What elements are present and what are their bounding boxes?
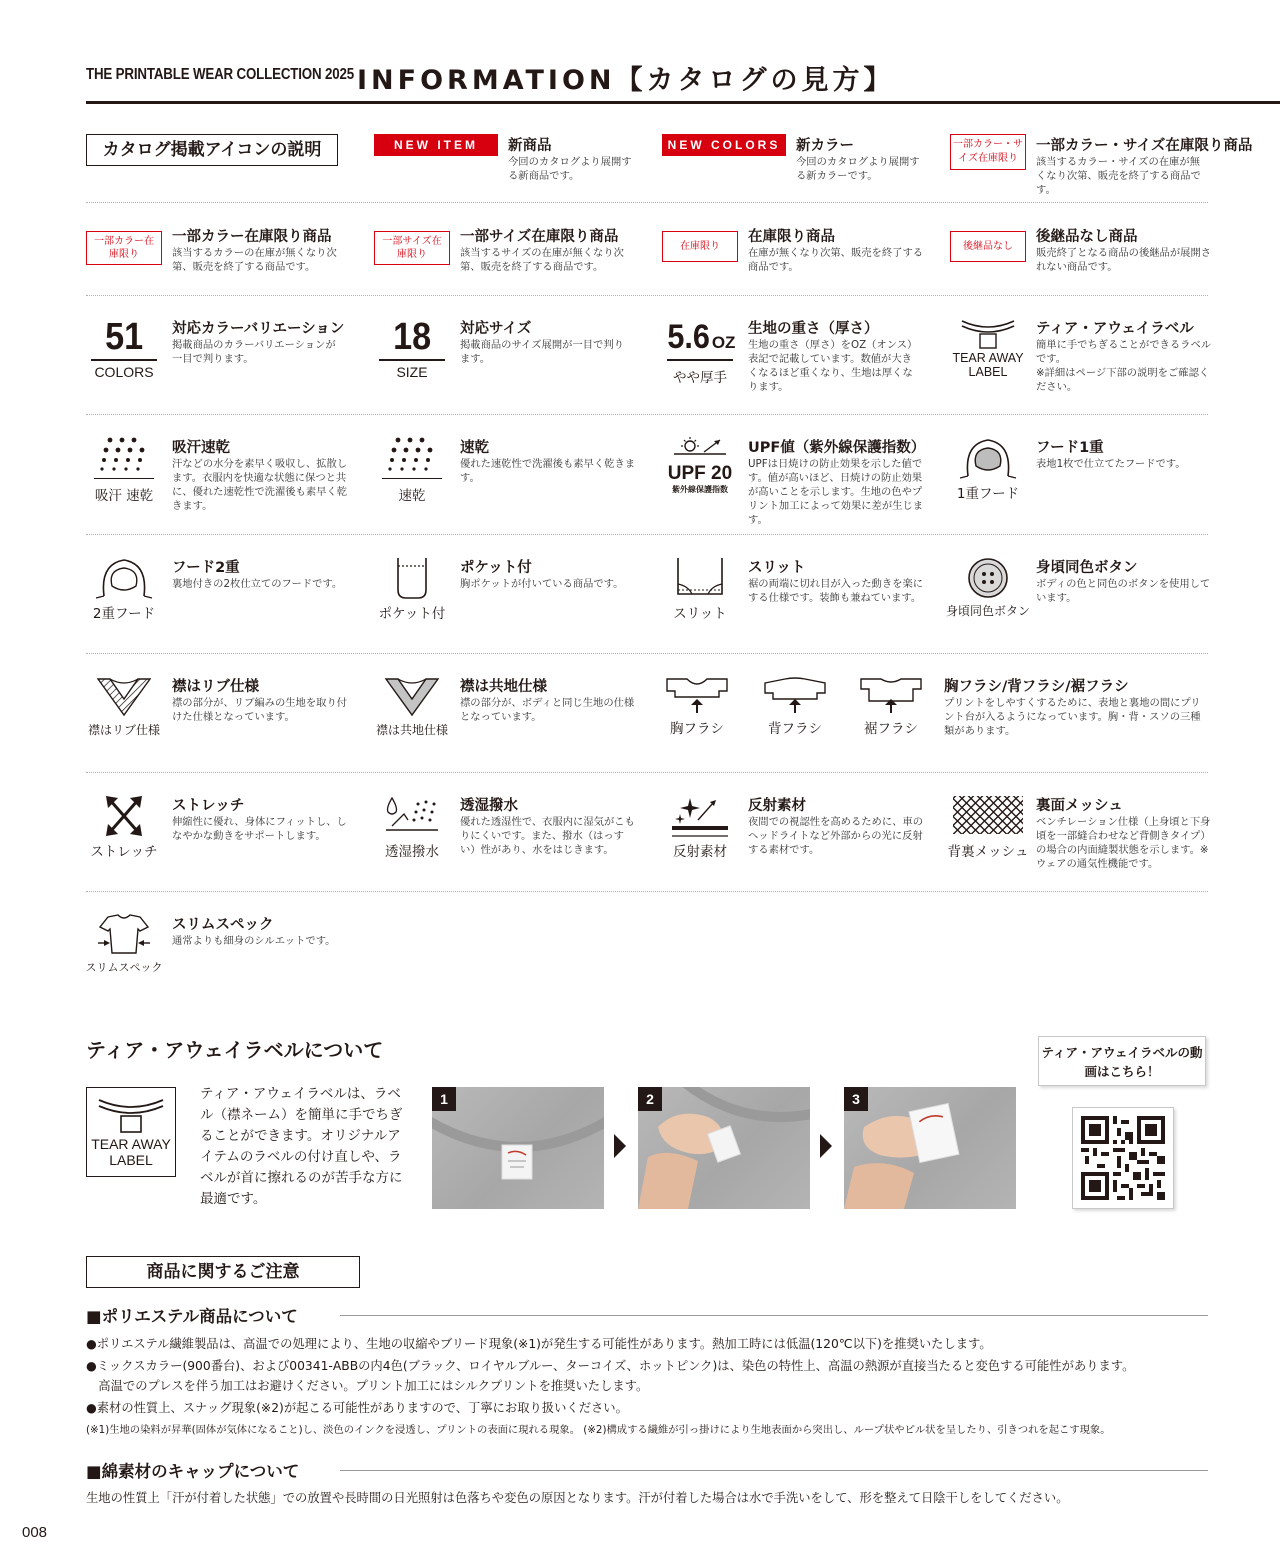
- icon-cell-mesh: [947, 794, 1238, 904]
- hood1-label: 1重フード: [956, 486, 1020, 502]
- cell-title: UPF値（紫外線保護指数）: [748, 440, 926, 456]
- cell-title: 反射素材: [748, 798, 806, 814]
- icon-cell-breathable: [374, 794, 662, 904]
- shirt-label-image: [432, 1087, 604, 1209]
- breathable-water-icon: [382, 794, 442, 838]
- limited-badge: 在庫限り: [662, 231, 738, 262]
- series-title: THE PRINTABLE WEAR COLLECTION 2025: [86, 66, 354, 83]
- colors-count: 51: [104, 316, 144, 358]
- partial-color-badge: 一部カラー在庫限り: [86, 231, 162, 265]
- pocket-icon: [382, 556, 442, 600]
- cell-title: 新商品: [508, 138, 552, 154]
- step-photo-2: [638, 1087, 810, 1209]
- separator: [86, 295, 1208, 296]
- step-photo-1: [432, 1087, 604, 1209]
- slit-icon: [670, 556, 730, 600]
- qr-video-bubble: ティア・アウェイラベルの動画はこちら！: [1038, 1036, 1206, 1086]
- partial-color-size-badge: 一部カラー・サイズ在庫限り: [950, 134, 1026, 170]
- tear-away-label-icon: [958, 317, 1018, 351]
- cell-desc: 胸ポケットが付いている商品です。: [460, 578, 624, 590]
- icons-caption: カタログ掲載アイコンの説明: [86, 134, 338, 166]
- poly-note: 高温でのプレスを伴う加工はお避けください。プリント加工にはシルクプリントを推奨いたします。: [86, 1379, 649, 1393]
- cell-title: スリット: [748, 560, 806, 576]
- cell-desc: 在庫が無くなり次第、販売を終了する商品です。: [748, 247, 924, 273]
- page-title: INFORMATION【カタログの見方】: [357, 65, 895, 96]
- header-rule: [86, 101, 1280, 104]
- icon-cell-print-flaps: [662, 675, 942, 785]
- pocket-label: ポケット付: [378, 606, 446, 622]
- number-rule: [379, 359, 445, 361]
- cell-title: 一部カラー在庫限り商品: [172, 229, 332, 245]
- icon-cell-same-collar: [374, 675, 662, 785]
- reflective-label: 反射素材: [673, 844, 727, 860]
- breathable-label: 透湿撥水: [385, 844, 439, 860]
- print-flap-label: 裾フラシ: [864, 721, 918, 737]
- cell-desc: プリントをしやすくするために、表地と裏地の間にプリント台が入るようになっています。胸・背・スソの三種類があります。: [944, 697, 1201, 737]
- icon-cell-quick-dry: [374, 436, 662, 546]
- hood-icon: [94, 556, 154, 600]
- cell-desc: 伸縮性に優れ、身体にフィットし、しなやかな動きをサポートします。: [172, 816, 347, 842]
- icon-rule: [382, 478, 442, 479]
- cell-desc: 優れた透湿性で、衣服内に湿気がこもりにくいです。また、撥水（はっすい）性があり、水をはじきます。: [460, 816, 635, 856]
- poly-footnote: (※1)生地の染料が昇華(固体が気体になること)し、淡色のインクを浸透し、プリントの表面に現れる現象。 (※2)構成する繊維が引っ掛けにより生地表面から突出し、ループ状やピル状を呈したり、引きつれを起こす現象。: [86, 1424, 1111, 1436]
- cell-desc: 優れた速乾性で洗濯後も素早く乾きます。: [460, 458, 636, 484]
- cell-desc: 夜間での視認性を高めるために、車のヘッドライトなど外部からの光に反射する素材です。: [748, 816, 924, 856]
- stretch-arrows-icon: [94, 794, 154, 838]
- hem-flap-icon: [859, 675, 923, 715]
- cell-title: ティア・アウェイラベル: [1036, 321, 1194, 337]
- poly-note: ●素材の性質上、スナッグ現象(※2)が起こる可能性がありますので、丁寧にお取り扱いください。: [86, 1401, 628, 1415]
- cotton-heading: ■綿素材のキャップについて: [86, 1458, 313, 1482]
- water-drops-icon: [96, 436, 152, 476]
- tear-away-section-title: ティア・アウェイラベルについて: [86, 1038, 384, 1062]
- cell-desc: 汗などの水分を素早く吸収し、拡散します。衣服内を快適な状態に保つと共に、優れた速乾性で洗濯後も素早く乾きます。: [172, 458, 348, 512]
- cell-desc: 販売終了となる商品の後継品が展開されない商品です。: [1036, 247, 1212, 273]
- same-collar-label: 襟は共地仕様: [375, 723, 448, 737]
- rib-collar-icon: [94, 675, 154, 719]
- button-icon: [958, 556, 1018, 600]
- cotton-note: 生地の性質上「汗が付着した状態」での放置や長時間の日光照射は色落ちや変色の原因となります。汗が付着した場合は水で手洗いをして、形を整えて日陰干しをしてください。: [86, 1491, 1069, 1505]
- sizes-count: 18: [392, 316, 432, 358]
- chest-flap-icon: [665, 675, 729, 715]
- cell-title: 裏面メッシュ: [1036, 798, 1123, 814]
- cell-desc: 今回のカタログより展開する新商品です。: [508, 156, 632, 182]
- cell-title: スリムスペック: [172, 917, 274, 933]
- slim-label: スリムスペック: [85, 961, 163, 974]
- cell-title: 速乾: [460, 440, 489, 456]
- poly-heading: ■ポリエステル商品について: [86, 1303, 312, 1327]
- weight-label: やや厚手: [673, 370, 727, 386]
- cell-title: 後継品なし商品: [1036, 229, 1138, 245]
- hood-icon: [958, 436, 1018, 480]
- step-number: 1: [432, 1087, 456, 1111]
- upf-value: UPF 20: [667, 463, 733, 484]
- cell-desc: 裏地付きの2枚仕立てのフードです。: [172, 578, 343, 590]
- separator: [86, 772, 1208, 773]
- step-arrow: [820, 1134, 832, 1158]
- cell-title: 透湿撥水: [460, 798, 518, 814]
- reflective-sparkle-icon: [670, 794, 730, 838]
- cell-desc: UPFは日焼けの防止効果を示した値です。値が高いほど、日焼けの防止効果が高いことを示します。生地の色やプリント加工によって効果に差が生じます。: [748, 458, 924, 526]
- icon-cell-button: [946, 556, 1238, 666]
- separator: [86, 891, 1208, 892]
- slim-tshirt-icon: [94, 913, 154, 957]
- notes-caption: 商品に関するご注意: [86, 1256, 360, 1288]
- icon-cell-rib-collar: [86, 675, 374, 785]
- cell-desc: 該当するカラーの在庫が無くなり次第、販売を終了する商品です。: [172, 247, 337, 273]
- sweat-label: 吸汗 速乾: [94, 488, 154, 504]
- icon-cell-weight: [662, 317, 950, 427]
- cell-title: ポケット付: [460, 560, 532, 576]
- partial-size-badge: 一部サイズ在庫限り: [374, 231, 450, 265]
- separator: [86, 202, 1208, 203]
- tear-away-label-icon: [87, 1094, 175, 1136]
- weight-suffix: OZ: [711, 333, 736, 352]
- cell-desc: 簡単に手でちぎることができるラベルです。: [1036, 339, 1212, 365]
- cell-desc: 襟の部分が、リブ編みの生地を取り付けた仕様となっています。: [172, 697, 348, 723]
- upf-sub: 紫外線保護指数: [672, 485, 728, 494]
- water-drops-icon: [384, 436, 440, 476]
- cell-desc: 襟の部分が、ボディと同じ生地の仕様となっています。: [460, 697, 635, 723]
- quick-dry-label: 速乾: [398, 488, 426, 504]
- cell-desc: 裾の両端に切れ目が入った動きを楽にする仕様です。装飾も兼ねています。: [748, 578, 924, 604]
- cell-desc: 表地1枚で仕立てたフードです。: [1036, 458, 1186, 470]
- cell-title: ストレッチ: [172, 798, 245, 814]
- cell-title: 一部カラー・サイズ在庫限り商品: [1036, 138, 1253, 154]
- icon-cell-stretch: [86, 794, 374, 904]
- icon-rule: [94, 478, 154, 479]
- cell-title: 対応カラーバリエーション: [172, 321, 345, 337]
- cell-note: ※詳細はページ下部の説明をご確認ください。: [1036, 367, 1210, 393]
- cell-title: フード1重: [1036, 440, 1104, 456]
- print-flap-label: 背フラシ: [768, 721, 822, 737]
- icon-cell-sizes: [374, 317, 662, 427]
- stretch-label: ストレッチ: [90, 844, 158, 860]
- separator: [86, 414, 1208, 415]
- mesh-label: 背裏メッシュ: [947, 844, 1029, 860]
- heading-rule: [340, 1470, 1208, 1471]
- number-rule: [91, 359, 157, 361]
- icon-cell-tear-away: [950, 317, 1238, 427]
- cell-desc: ベンチレーション仕様（上身頃と下身頃を一部縫合わせなど背側きタイプ）の場合の内面縫製状態を示します。※ウェアの通気性機能です。: [1036, 816, 1211, 870]
- back-flap-icon: [763, 675, 827, 715]
- tear-away-icon-label: TEAR AWAY LABEL: [952, 351, 1024, 379]
- tear-away-icon-box: [86, 1087, 176, 1177]
- cell-desc: 該当するカラー・サイズの在庫が無くなり次第、販売を終了する商品です。: [1036, 156, 1201, 196]
- cell-title: 新カラー: [796, 138, 854, 154]
- rib-collar-label: 襟はリブ仕様: [87, 723, 160, 737]
- icon-cell-colors: [86, 317, 374, 427]
- icon-cell-pocket: [374, 556, 662, 666]
- icon-cell-hood2: [86, 556, 374, 666]
- cell-title: フード2重: [172, 560, 240, 576]
- step-arrow: [614, 1134, 626, 1158]
- number-rule: [667, 359, 733, 361]
- print-flap-label: 胸フラシ: [670, 721, 724, 737]
- cell-title: 在庫限り商品: [748, 229, 835, 245]
- removed-label-image: [844, 1087, 1016, 1209]
- poly-note: ●ミックスカラー(900番台)、および00341-ABBの内4色(ブラック、ロイヤルブルー、ターコイズ、ホットピンク)は、染色の特性上、高温の熱源が直接当たると変色する可能性があります。: [86, 1359, 1135, 1373]
- icon-cell-slim: [86, 913, 374, 1023]
- qr-code[interactable]: [1072, 1107, 1174, 1209]
- icon-cell-slit: [662, 556, 950, 666]
- cell-desc: 掲載商品のサイズ展開が一目で判ります。: [460, 339, 624, 365]
- slit-label: スリット: [673, 606, 727, 622]
- same-fabric-collar-icon: [382, 675, 442, 719]
- cell-desc: 今回のカタログより展開する新カラーです。: [796, 156, 920, 182]
- page-number: 008: [22, 1524, 48, 1541]
- cell-desc: ボディの色と同色のボタンを使用しています。: [1036, 578, 1211, 604]
- cell-desc: 通常よりも細身のシルエットです。: [172, 935, 336, 947]
- heading-rule: [340, 1315, 1208, 1316]
- hood2-label: 2重フード: [92, 606, 156, 622]
- colors-unit: COLORS: [94, 364, 154, 380]
- sizes-unit: SIZE: [396, 364, 428, 380]
- cell-title: 一部サイズ在庫限り商品: [460, 229, 619, 245]
- step-photo-3: [844, 1087, 1016, 1209]
- icon-cell-sweat: [86, 436, 374, 546]
- cell-title: 吸汗速乾: [172, 440, 230, 456]
- sun-icon: [670, 436, 730, 464]
- cell-title: 身頃同色ボタン: [1036, 560, 1138, 576]
- cell-title: 襟はリブ仕様: [172, 679, 259, 695]
- tearing-label-image: [638, 1087, 810, 1209]
- mesh-icon: [953, 794, 1023, 838]
- cell-desc: 掲載商品のカラーバリエーションが一目で判ります。: [172, 339, 336, 365]
- step-number: 2: [638, 1087, 662, 1111]
- tear-away-description: ティア・アウェイラベルは、ラベル（襟ネーム）を簡単に手でちぎることができます。オリジナルアイテムのラベルの付け直しや、ラベルが首に擦れるのが苦手な方に最適です。: [200, 1086, 403, 1207]
- cell-desc: 該当するサイズの在庫が無くなり次第、販売を終了する商品です。: [460, 247, 624, 273]
- step-number: 3: [844, 1087, 868, 1111]
- icon-cell-print-flaps-text: [944, 675, 1210, 785]
- cell-title: 襟は共地仕様: [460, 679, 547, 695]
- icon-cell-upf: [662, 436, 950, 546]
- qr-code-icon: [1081, 1116, 1165, 1200]
- button-label: 身頃同色ボタン: [946, 604, 1031, 618]
- cell-title: 胸フラシ/背フラシ/裾フラシ: [944, 679, 1129, 695]
- icon-cell-reflective: [662, 794, 950, 904]
- cell-title: 対応サイズ: [460, 321, 532, 337]
- separator: [86, 653, 1208, 654]
- no-successor-badge: 後継品なし: [950, 231, 1026, 262]
- tear-away-box-label: TEAR AWAY LABEL: [91, 1136, 171, 1168]
- new-item-badge: NEW ITEM: [374, 134, 498, 156]
- poly-note: ●ポリエステル繊維製品は、高温での処理により、生地の収縮やブリード現象(※1)が発生する可能性があります。熱加工時には低温(120℃以下)を推奨いたします。: [86, 1337, 992, 1351]
- separator: [86, 534, 1208, 535]
- cell-title: 生地の重さ（厚さ）: [748, 321, 879, 337]
- weight-number: 5.6: [666, 318, 710, 356]
- icon-cell-hood1: [950, 436, 1238, 546]
- cell-desc: 生地の重さ（厚さ）をOZ（オンス）表記で記載しています。数値が大きくなるほど重くなり、生地は厚くなります。: [748, 339, 918, 393]
- new-colors-badge: NEW COLORS: [662, 134, 786, 156]
